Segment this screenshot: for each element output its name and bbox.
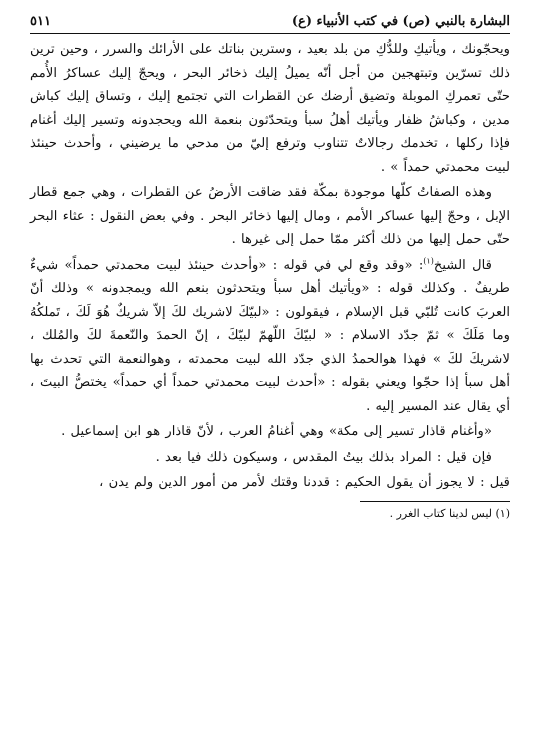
paragraph-6: قيل : لا يجوز أن يقول الحكيم : قددنا وقتك لأمر من أمور الدين ولم يدن ،	[99, 475, 510, 490]
main-text	[30, 38, 510, 495]
paragraph-3	[30, 254, 510, 419]
header-rule	[30, 33, 510, 34]
book-page	[30, 14, 510, 720]
paragraph-3-lead: قال الشيخ	[433, 257, 492, 273]
footnote-marker: (١)	[423, 256, 434, 266]
paragraph-4: «وأغنام قاذار تسير إلى مكة» وهي أغنامُ العرب ، لأنّ قاذار هو ابن إسماعيل .	[61, 424, 492, 439]
footnote: (١) ليس لدينا كتاب الغرر .	[389, 506, 510, 520]
paragraph-5: فإن قيل : المراد بذلك بيتُ المقدس ، وسيكون ذلك فيا بعد .	[155, 449, 492, 465]
paragraph-1: ويحجّونك ، ويأتيكِ وللدُّكِ من بلد بعيد ، وسترين بناتك على الأرائك والسرر ، وحين ترين ذلك تسرّين وتبتهجين من أجل أنّه يميلُ إليك ذخائر البحر ، ويحجّ إليك عساكرُ الأُمم حتّى تعمركِ الموبلة وتضيق أرضك عن القطرات التي تجتمع إليك ، وتساق إليك كباش مدين ، وكباشُ ظفار ويأتيك أهلُ سبأ ويتحدّثون بنعمة الله ويحجدونه وتسير إليك أغنام فإذا ركلها ، تخدمك رجالاتٌ تتناوب وترفع إليّ من مدحي ما يرضيني ، وأحدث حينئذ لبيت محمدتي حمداً » .	[30, 42, 510, 175]
running-header	[30, 14, 510, 29]
footnote-rule	[360, 501, 510, 502]
page-number: ٥١١	[30, 14, 51, 29]
paragraph-2: وهذه الصفاتُ كلّها موجودة بمكّة فقد ضاقت الأرضُ عن القطرات ، وهي جمع قطار الإبل ، وحجّ إليها عساكر الأمم ، ومال إليها ذخائر البحر . وفي بعض النقول : عثاء البحر حتّى حمل إليها من ذلك أكثر ممّا حمل إلى غيرها .	[30, 185, 510, 247]
paragraph-3-rest: : «وقد وقع لي في قوله : «وأحدث حينئذ لبيت محمدتي حمداً» شيءٌ طريفٌ . وكذلك قوله : «ويأتيك أهل سبأ ويتحدثون بنعم الله ويمجدونه » وذلك أنّ العربَ كانت تُلبّي قبل الإسلام ، فيقولون : «لبيّكَ لاشريك لكَ إلاّ شريكٌ هُوَ لَكَ ، تَملكُهُ وما مَلَكَ » ثمّ جدّد الاسلام : « لبيّكَ اللّهمّ لبيّكَ ، إنّ الحمدَ والنّعمةَ لكَ والمُلك ، لاشريكَ لكَ » فهذا هوالحمدُ الذي جدّد الله لبيت محمدته ، وهوالنعمة التي تحدث بها أهل سبأ إذا حجّوا ويعني بقوله : «أحدث لبيت محمدتي حمداً أي حمداً» يختصُّ البيتَ ، أي يقال عند المسير إليه .	[30, 257, 510, 414]
running-title: البشارة بالنبي (ص) في كتب الأنبياء (ع)	[291, 14, 510, 29]
